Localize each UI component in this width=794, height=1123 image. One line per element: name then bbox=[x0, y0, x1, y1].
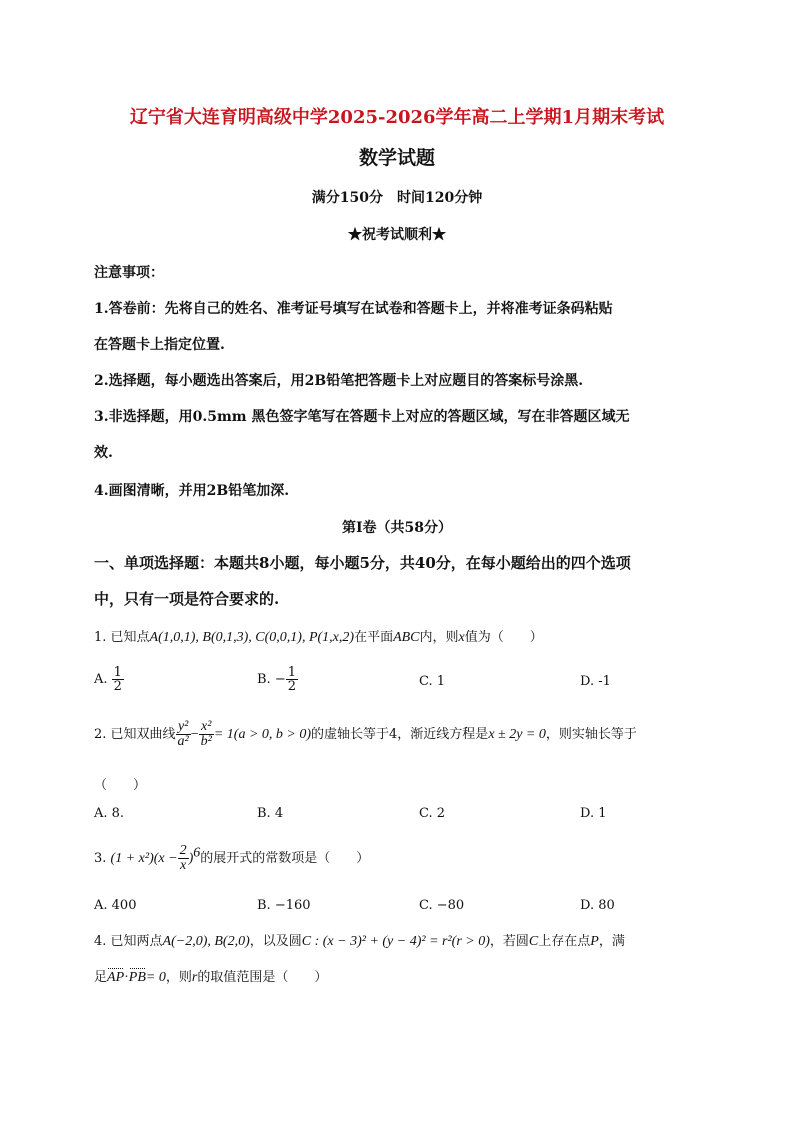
section-heading: 一、单项选择题：本题共8小题，每小题5分，共40分，在每小题给出的四个选项 bbox=[94, 554, 631, 572]
question-4-line2: 足AP·PB= 0，则r的取值范围是（ ） bbox=[94, 970, 328, 985]
question-4: 4. 已知两点A(−2,0), B(2,0)，以及圆C : (x − 3)² + (y − 4)² = r²(r > 0)，若圆C上存在点P，满 bbox=[94, 934, 625, 949]
q3-option-c[interactable]: C. −80 bbox=[419, 898, 465, 913]
q2-paren: （ ） bbox=[94, 778, 147, 793]
exam-wish: ★祝考试顺利★ bbox=[348, 227, 446, 243]
q3-option-a[interactable]: A. 400 bbox=[94, 898, 137, 913]
note-line: 1.答卷前：先将自己的姓名、准考证号填写在试卷和答题卡上，并将准考证条码粘贴 bbox=[94, 301, 613, 317]
part1-title: 第Ⅰ卷（共58分） bbox=[341, 520, 453, 536]
q2-option-d[interactable]: D. 1 bbox=[580, 806, 607, 821]
question-3: 3. (1 + x²)(x − $\frac{2}{x}$ )$^6$的展开式的常数项是（ ） bbox=[94, 843, 370, 873]
q1-option-c[interactable]: C. 1 bbox=[419, 674, 446, 689]
q1-option-d[interactable]: D. -1 bbox=[580, 674, 611, 689]
q2-option-a[interactable]: A. 8. bbox=[94, 806, 125, 821]
q1-points: A(1,0,1), B(0,1,3), C(0,0,1), P(1,x,2) bbox=[149, 630, 355, 645]
q3-option-d[interactable]: D. 80 bbox=[580, 898, 615, 913]
question-2: 2. 已知双曲线 $\frac{\text{y²}}{\text{a²}}$ − $\frac{\text{x²}}{\text{b²}}$ = 1(a > 0, b > 0)的虚轴长等于4，渐近线方程是x ± 2y = 0，则实轴长等于 bbox=[94, 719, 637, 749]
q1-option-b[interactable]: B. − $\frac{1}{2}$ bbox=[257, 665, 297, 694]
note-line: 3.非选择题，用0.5mm 黑色签字笔写在答题卡上对应的答题区域，写在非答题区域无 bbox=[94, 409, 630, 425]
question-1: 1. 已知点A(1,0,1), B(0,1,3), C(0,0,1), P(1,x,2)在平面ABC内，则x值为（ ） bbox=[94, 630, 543, 645]
note-line: 4.画图清晰，并用2B铅笔加深. bbox=[94, 483, 290, 499]
notes-heading: 注意事项： bbox=[94, 265, 164, 281]
q2-option-c[interactable]: C. 2 bbox=[419, 806, 446, 821]
exam-title: 辽宁省大连育明高级中学2025-2026学年高二上学期1月期末考试 bbox=[129, 107, 665, 128]
q3-option-b[interactable]: B. −160 bbox=[257, 898, 311, 913]
subject-title: 数学试题 bbox=[358, 147, 435, 169]
exam-meta: 满分150分 时间120分钟 bbox=[311, 190, 483, 206]
q1-option-a[interactable]: A. $\frac{1}{2}$ bbox=[94, 665, 122, 694]
note-line: 效. bbox=[94, 445, 113, 461]
q2-option-b[interactable]: B. 4 bbox=[257, 806, 284, 821]
note-line: 在答题卡上指定位置. bbox=[94, 337, 225, 353]
section-heading: 中，只有一项是符合要求的. bbox=[94, 590, 280, 608]
vector-pb: PB bbox=[128, 970, 146, 985]
vector-ap: AP bbox=[107, 970, 125, 985]
note-line: 2.选择题，每小题选出答案后，用2B铅笔把答题卡上对应题目的答案标号涂黑. bbox=[94, 373, 584, 389]
